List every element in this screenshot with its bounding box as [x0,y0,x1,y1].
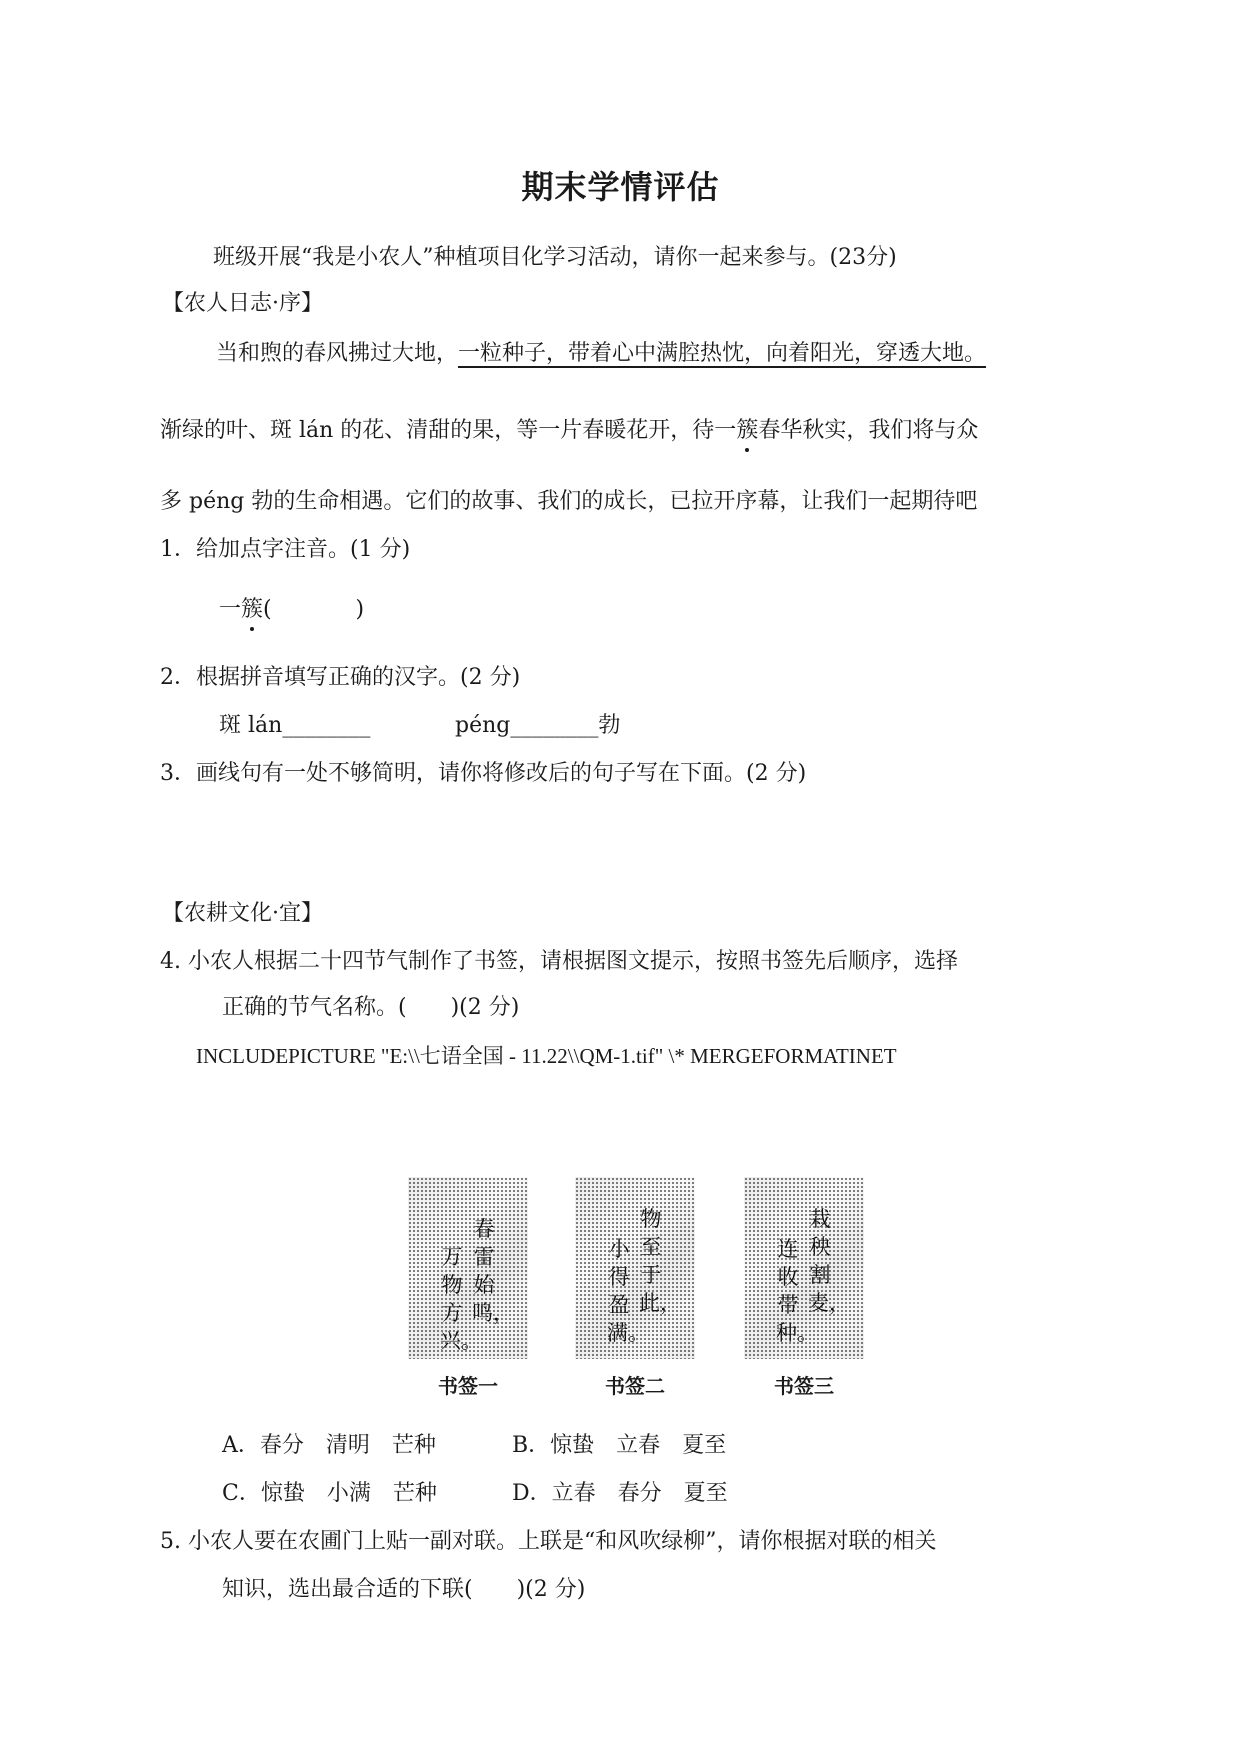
passage-line-2-before: 渐绿的叶、斑 lán 的花、清甜的果，等一片春暖花开，待一 [160,418,737,443]
option-d[interactable]: D．立春 春分 夏至 [512,1481,728,1506]
question-1-answer [219,592,364,623]
passage-line-1 [216,336,986,367]
include-picture-field: INCLUDEPICTURE "E:\\七语全国 - 11.22\\QM-1.tif" \* MERGEFORMATINET [196,1044,897,1068]
underlined-sentence: 一粒种子，带着心中满腔热忱，向着阳光，穿透大地。 [458,341,987,366]
bookmark-1-caption: 书签一 [438,1374,498,1398]
passage-line-2 [160,413,978,444]
question-1: 1．给加点字注音。(1 分) [160,537,411,562]
dotted-char: 簇 [736,413,758,444]
page-title: 期末学情评估 [521,168,720,206]
bookmark-3 [744,1177,864,1359]
section-heading-culture: 【农耕文化·宜】 [162,901,323,926]
passage-line-3: 多 péng 勃的生命相遇。它们的故事、我们的成长，已拉开序幕，让我们一起期待吧 [160,489,978,514]
intro-text: 班级开展“我是小农人”种植项目化学习活动，请你一起来参与。(23分) [213,245,897,270]
bookmark-2-caption: 书签二 [605,1374,665,1398]
passage-start: 当和煦的春风拂过大地， [216,341,459,366]
section-heading-log: 【农人日志·序】 [162,291,323,316]
question-5-line-1: 5. 小农人要在农圃门上贴一副对联。上联是“和风吹绿柳”，请你根据对联的相关 [160,1529,937,1554]
option-b[interactable]: B．惊蛰 立春 夏至 [512,1433,727,1458]
q1-prefix: 一 [219,597,242,622]
bookmark-1 [408,1177,528,1359]
bookmark-1-col-right: 春雷始鸣， [472,1217,514,1325]
bookmark-3-col-left: 连收带种。 [776,1237,818,1345]
q1-answer-blank[interactable]: ( ) [263,597,365,622]
question-4-line-2: 正确的节气名称。( )(2 分) [222,995,520,1020]
bookmark-3-col-right: 栽秧割麦， [808,1207,850,1315]
bookmark-3-caption: 书签三 [774,1374,834,1398]
bookmark-2-col-right: 物至于此， [639,1207,681,1315]
bookmark-1-col-left: 万物方兴。 [440,1245,482,1353]
question-2-item-2[interactable]: péng________勃 [455,713,621,738]
question-3: 3．画线句有一处不够简明，请你将修改后的句子写在下面。(2 分) [160,761,807,786]
bookmark-2-col-left: 小得盈满。 [607,1237,649,1345]
question-4-line-1: 4. 小农人根据二十四节气制作了书签，请根据图文提示，按照书签先后顺序，选择 [160,949,958,974]
option-a[interactable]: A．春分 清明 芒种 [222,1433,436,1458]
question-2-item-1[interactable]: 斑 lán________ [219,713,371,738]
bookmark-2 [575,1177,695,1359]
q1-dotted-char: 簇 [241,592,263,623]
option-c[interactable]: C．惊蛰 小满 芒种 [222,1481,437,1506]
question-2: 2．根据拼音填写正确的汉字。(2 分) [160,665,521,690]
question-5-line-2: 知识，选出最合适的下联( )(2 分) [222,1577,586,1602]
passage-line-2-after: 春华秋实，我们将与众 [758,418,979,443]
